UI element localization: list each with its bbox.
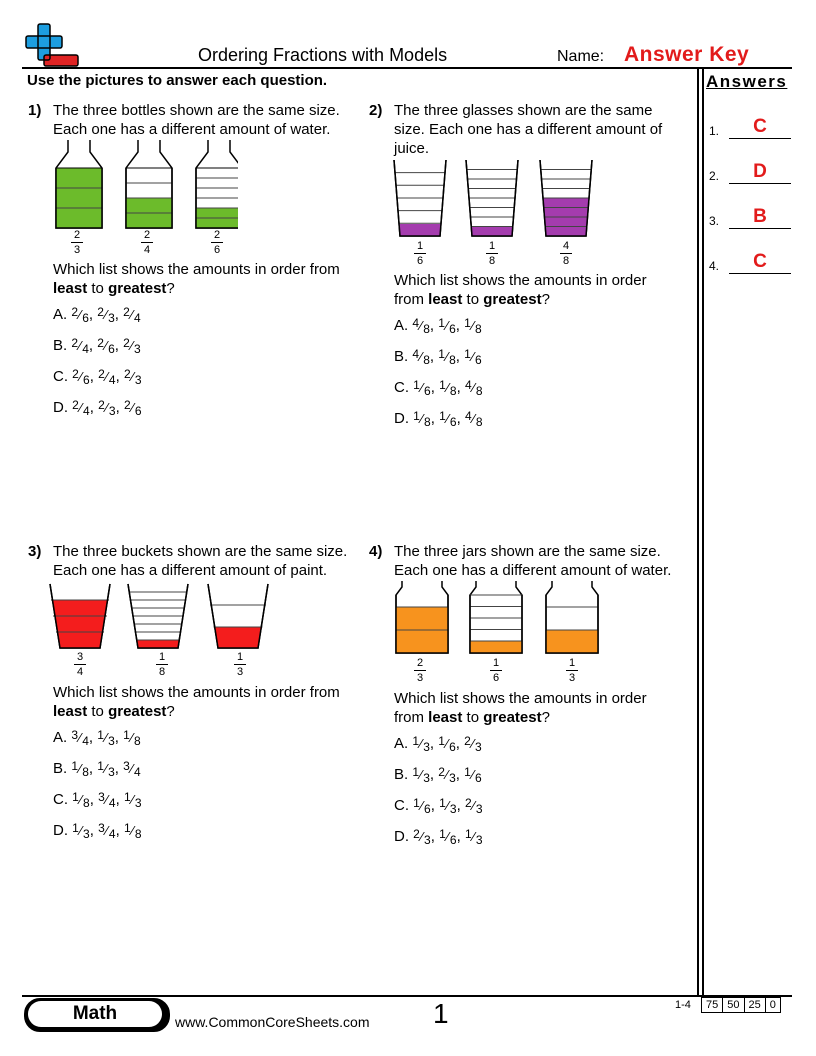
- option-numerator: 2: [123, 305, 130, 319]
- option-denominator: 8: [449, 384, 457, 398]
- option-letter: A.: [53, 729, 68, 746]
- option-denominator: 6: [134, 404, 142, 418]
- fraction-slash: ⁄: [420, 349, 423, 364]
- score-box: 75: [702, 998, 723, 1012]
- fraction-slash: ⁄: [104, 761, 108, 776]
- fraction-slash: ⁄: [130, 338, 133, 353]
- glass-models: [390, 160, 600, 240]
- option-numerator: 1: [464, 765, 471, 779]
- option-numerator: 3: [71, 728, 79, 742]
- question-number: 2): [369, 102, 383, 119]
- fraction-slash: ⁄: [420, 798, 424, 813]
- option-numerator: 2: [97, 336, 104, 350]
- answer-option: D. $^2⁄_3$, $^1⁄_6$, $^1⁄_3$: [394, 827, 483, 847]
- option-numerator: 1: [413, 409, 420, 423]
- option-numerator: 2: [97, 305, 104, 319]
- option-letter: C.: [394, 797, 409, 814]
- option-letter: A.: [394, 735, 409, 752]
- option-denominator: 6: [424, 802, 431, 816]
- score-boxes: [701, 997, 781, 1013]
- option-numerator: 1: [439, 409, 446, 423]
- question-text: The three buckets shown are the same size. Each one has a different amount of paint.: [53, 543, 348, 579]
- bottle-2-3: [56, 140, 102, 228]
- fraction-slash: ⁄: [472, 411, 475, 426]
- option-numerator: 1: [412, 734, 420, 748]
- option-numerator: 2: [123, 336, 130, 350]
- fraction-slash: ⁄: [445, 767, 449, 782]
- answer-number: 3.: [709, 214, 720, 228]
- fraction-slash: ⁄: [79, 792, 83, 807]
- option-denominator: 8: [475, 322, 482, 336]
- answer-option: B. $^4⁄_8$, $^1⁄_8$, $^1⁄_6$: [394, 347, 482, 367]
- option-denominator: 3: [449, 771, 456, 785]
- question-prompt: Which list shows the amounts in order from least to greatest?: [53, 261, 340, 297]
- page-number: 1: [433, 998, 449, 1029]
- fraction-slash: ⁄: [446, 411, 449, 426]
- option-numerator: 2: [72, 398, 79, 412]
- fraction-slash: ⁄: [130, 730, 133, 745]
- option-denominator: 8: [134, 827, 142, 841]
- score-box: 25: [745, 998, 766, 1012]
- option-letter: D.: [394, 410, 409, 427]
- name-label: Name:: [557, 48, 605, 65]
- site-url: www.CommonCoreSheets.com: [175, 1014, 370, 1030]
- option-numerator: 2: [413, 827, 420, 841]
- answer-number: 4.: [709, 259, 720, 273]
- fraction-label: $\frac{1}{8}$: [480, 241, 504, 267]
- fraction-label: $\frac{2}{4}$: [135, 230, 159, 256]
- question-prompt: Which list shows the amounts in order from least to greatest?: [394, 272, 647, 308]
- answer-option: C. $^2⁄_6$, $^2⁄_4$, $^2⁄_3$: [53, 367, 142, 387]
- option-denominator: 4: [83, 404, 90, 418]
- option-denominator: 8: [475, 384, 483, 398]
- option-denominator: 3: [449, 802, 457, 816]
- fraction-slash: ⁄: [79, 338, 82, 353]
- option-numerator: 1: [439, 378, 446, 392]
- option-letter: C.: [394, 379, 409, 396]
- option-letter: C.: [53, 791, 68, 808]
- option-numerator: 1: [123, 728, 130, 742]
- fraction-label: $\frac{1}{8}$: [150, 652, 174, 678]
- fraction-slash: ⁄: [105, 400, 108, 415]
- answer-option: A. $^4⁄_8$, $^1⁄_6$, $^1⁄_8$: [394, 316, 482, 336]
- fraction-slash: ⁄: [420, 829, 424, 844]
- option-numerator: 4: [412, 316, 420, 330]
- option-letter: D.: [53, 399, 68, 416]
- worksheet-title: Ordering Fractions with Models: [198, 45, 448, 65]
- subject-badge: Math: [28, 1001, 162, 1027]
- option-numerator: 2: [123, 367, 131, 381]
- fraction-slash: ⁄: [79, 307, 82, 322]
- option-numerator: 2: [438, 765, 445, 779]
- option-denominator: 4: [108, 827, 116, 841]
- fraction-slash: ⁄: [104, 730, 108, 745]
- option-denominator: 6: [82, 311, 89, 325]
- option-numerator: 1: [413, 378, 420, 392]
- bucket-1-8: [128, 584, 188, 648]
- option-denominator: 4: [108, 373, 116, 387]
- option-numerator: 1: [412, 765, 420, 779]
- option-numerator: 2: [71, 305, 79, 319]
- option-denominator: 4: [134, 311, 141, 325]
- fraction-label: $\frac{2}{6}$: [205, 230, 229, 256]
- option-denominator: 4: [108, 796, 116, 810]
- fraction-slash: ⁄: [79, 761, 82, 776]
- option-denominator: 8: [475, 415, 483, 429]
- fraction-label: $\frac{1}{6}$: [408, 241, 432, 267]
- fraction-slash: ⁄: [471, 349, 474, 364]
- header-divider: [22, 67, 792, 69]
- option-letter: B.: [394, 348, 409, 365]
- answer-option: A. $^1⁄_3$, $^1⁄_6$, $^2⁄_3$: [394, 734, 482, 754]
- answer-option: D. $^1⁄_8$, $^1⁄_6$, $^4⁄_8$: [394, 409, 483, 429]
- option-denominator: 3: [423, 740, 430, 754]
- option-numerator: 1: [97, 759, 104, 773]
- bucket-3-4: [50, 584, 110, 648]
- fraction-slash: ⁄: [79, 730, 82, 745]
- footer-divider: [22, 995, 792, 997]
- option-numerator: 1: [439, 827, 446, 841]
- option-denominator: 6: [83, 373, 90, 387]
- fraction-slash: ⁄: [445, 318, 449, 333]
- option-numerator: 1: [439, 796, 446, 810]
- fraction-slash: ⁄: [104, 338, 108, 353]
- option-denominator: 3: [108, 765, 115, 779]
- option-denominator: 6: [108, 342, 115, 356]
- question-number: 4): [369, 543, 383, 560]
- fraction-slash: ⁄: [131, 369, 134, 384]
- option-denominator: 6: [449, 415, 457, 429]
- fraction-slash: ⁄: [420, 318, 423, 333]
- answer-option: A. $^2⁄_6$, $^2⁄_3$, $^2⁄_4$: [53, 305, 141, 325]
- jar-2-3: [396, 581, 448, 653]
- question-prompt: Which list shows the amounts in order from least to greatest?: [53, 684, 340, 720]
- answer-column-border: [697, 67, 699, 997]
- option-denominator: 3: [134, 373, 142, 387]
- option-numerator: 3: [123, 759, 130, 773]
- answer-column-border-inner: [702, 67, 704, 997]
- fraction-slash: ⁄: [131, 400, 134, 415]
- answer-option: B. $^1⁄_3$, $^2⁄_3$, $^1⁄_6$: [394, 765, 482, 785]
- answer-option: C. $^1⁄_8$, $^3⁄_4$, $^1⁄_3$: [53, 790, 142, 810]
- answer-value: D: [729, 161, 791, 184]
- fraction-slash: ⁄: [79, 400, 83, 415]
- glass-1-8: [466, 160, 518, 236]
- option-denominator: 4: [82, 342, 89, 356]
- fraction-slash: ⁄: [105, 369, 108, 384]
- answer-value: C: [729, 116, 791, 139]
- option-numerator: 2: [71, 336, 79, 350]
- option-denominator: 6: [449, 833, 457, 847]
- answer-option: A. $^3⁄_4$, $^1⁄_3$, $^1⁄_8$: [53, 728, 141, 748]
- option-denominator: 8: [423, 322, 430, 336]
- option-letter: D.: [53, 822, 68, 839]
- option-numerator: 1: [464, 827, 472, 841]
- option-numerator: 2: [72, 367, 79, 381]
- answer-value: B: [729, 206, 791, 229]
- fraction-slash: ⁄: [472, 829, 475, 844]
- option-numerator: 4: [464, 378, 472, 392]
- jar-1-6: [470, 581, 522, 653]
- option-letter: A.: [53, 306, 68, 323]
- fraction-label: $\frac{1}{3}$: [228, 652, 252, 678]
- jar-1-3: [546, 581, 598, 653]
- option-numerator: 1: [123, 790, 131, 804]
- answer-option: B. $^2⁄_4$, $^2⁄_6$, $^2⁄_3$: [53, 336, 141, 356]
- question-prompt: Which list shows the amounts in order from least to greatest?: [394, 690, 647, 726]
- option-letter: B.: [53, 337, 68, 354]
- option-denominator: 3: [475, 833, 483, 847]
- option-denominator: 6: [449, 740, 456, 754]
- answer-option: D. $^1⁄_3$, $^3⁄_4$, $^1⁄_8$: [53, 821, 142, 841]
- option-letter: D.: [394, 828, 409, 845]
- option-denominator: 3: [83, 827, 90, 841]
- option-denominator: 6: [475, 771, 482, 785]
- option-denominator: 3: [108, 404, 116, 418]
- option-letter: B.: [53, 760, 68, 777]
- fraction-slash: ⁄: [105, 823, 108, 838]
- problem-range: 1-4: [675, 999, 691, 1011]
- fraction-slash: ⁄: [131, 823, 134, 838]
- score-box: 50: [723, 998, 744, 1012]
- option-denominator: 6: [424, 384, 431, 398]
- option-denominator: 3: [134, 342, 141, 356]
- option-denominator: 3: [475, 740, 482, 754]
- answer-option: D. $^2⁄_4$, $^2⁄_3$, $^2⁄_6$: [53, 398, 142, 418]
- fraction-slash: ⁄: [420, 380, 424, 395]
- bottle-models: [48, 140, 238, 232]
- option-numerator: 1: [438, 316, 445, 330]
- fraction-slash: ⁄: [471, 318, 474, 333]
- option-numerator: 1: [464, 316, 471, 330]
- fraction-slash: ⁄: [105, 792, 108, 807]
- option-denominator: 3: [134, 796, 142, 810]
- answer-value: C: [729, 251, 791, 274]
- question-text: The three jars shown are the same size. Each one has a different amount of water.: [394, 543, 672, 579]
- instruction-text: Use the pictures to answer each question.: [27, 72, 328, 89]
- option-numerator: 1: [72, 821, 79, 835]
- option-denominator: 8: [424, 415, 431, 429]
- glass-1-6: [394, 160, 446, 236]
- fraction-label: $\frac{4}{8}$: [554, 241, 578, 267]
- answer-number: 1.: [709, 124, 720, 138]
- answer-option: C. $^1⁄_6$, $^1⁄_3$, $^2⁄_3$: [394, 796, 483, 816]
- fraction-slash: ⁄: [79, 369, 83, 384]
- bucket-models: [48, 582, 273, 652]
- fraction-slash: ⁄: [130, 761, 133, 776]
- fraction-slash: ⁄: [446, 798, 449, 813]
- fraction-slash: ⁄: [446, 380, 449, 395]
- option-denominator: 8: [449, 353, 456, 367]
- question-text: The three bottles shown are the same size. Each one has a different amount of water.: [53, 102, 340, 138]
- fraction-label: $\frac{1}{6}$: [484, 658, 508, 684]
- option-numerator: 1: [123, 821, 131, 835]
- answer-key-label: Answer Key: [624, 43, 750, 66]
- option-numerator: 1: [413, 796, 420, 810]
- fraction-label: $\frac{1}{3}$: [560, 658, 584, 684]
- question-text: The three glasses shown are the same size. Each one has a different amount of juice.: [394, 102, 663, 157]
- answer-option: C. $^1⁄_6$, $^1⁄_8$, $^4⁄_8$: [394, 378, 483, 398]
- option-numerator: 1: [71, 759, 79, 773]
- option-numerator: 1: [97, 728, 104, 742]
- option-denominator: 8: [82, 765, 89, 779]
- option-numerator: 2: [464, 734, 471, 748]
- option-denominator: 8: [134, 734, 141, 748]
- fraction-slash: ⁄: [471, 767, 474, 782]
- option-numerator: 4: [464, 409, 472, 423]
- glass-4-8: [540, 160, 592, 236]
- option-denominator: 3: [423, 771, 430, 785]
- option-numerator: 2: [98, 367, 105, 381]
- fraction-slash: ⁄: [79, 823, 83, 838]
- fraction-label: $\frac{3}{4}$: [68, 652, 92, 678]
- question-number: 3): [28, 543, 42, 560]
- fraction-slash: ⁄: [131, 792, 134, 807]
- option-numerator: 1: [438, 734, 445, 748]
- option-numerator: 2: [123, 398, 131, 412]
- option-numerator: 4: [412, 347, 420, 361]
- fraction-slash: ⁄: [445, 736, 449, 751]
- score-box: 0: [769, 999, 776, 1011]
- option-numerator: 2: [98, 398, 105, 412]
- fraction-label: $\frac{2}{3}$: [65, 230, 89, 256]
- option-denominator: 8: [83, 796, 90, 810]
- fraction-slash: ⁄: [420, 767, 423, 782]
- option-numerator: 3: [98, 790, 105, 804]
- option-numerator: 2: [464, 796, 472, 810]
- fraction-slash: ⁄: [104, 307, 108, 322]
- fraction-label: $\frac{2}{3}$: [408, 658, 432, 684]
- jar-models: [392, 581, 607, 657]
- option-numerator: 1: [72, 790, 79, 804]
- fraction-slash: ⁄: [471, 736, 474, 751]
- bottle-2-6: [196, 140, 238, 228]
- option-denominator: 6: [475, 353, 482, 367]
- option-letter: B.: [394, 766, 409, 783]
- option-denominator: 4: [82, 734, 89, 748]
- option-denominator: 3: [108, 311, 115, 325]
- fraction-slash: ⁄: [130, 307, 133, 322]
- question-number: 1): [28, 102, 42, 119]
- option-letter: A.: [394, 317, 409, 334]
- fraction-slash: ⁄: [446, 829, 449, 844]
- answers-header: Answers: [706, 72, 788, 91]
- option-denominator: 8: [423, 353, 430, 367]
- option-denominator: 3: [424, 833, 431, 847]
- plus-minus-logo-icon: [22, 22, 80, 68]
- bottle-2-4: [126, 140, 172, 228]
- fraction-slash: ⁄: [445, 349, 449, 364]
- option-numerator: 3: [98, 821, 105, 835]
- fraction-slash: ⁄: [472, 798, 475, 813]
- fraction-slash: ⁄: [420, 736, 423, 751]
- answer-option: B. $^1⁄_8$, $^1⁄_3$, $^3⁄_4$: [53, 759, 141, 779]
- option-denominator: 4: [134, 765, 141, 779]
- fraction-slash: ⁄: [472, 380, 475, 395]
- option-denominator: 3: [475, 802, 483, 816]
- answer-number: 2.: [709, 169, 720, 183]
- bucket-1-3: [208, 584, 268, 648]
- option-letter: C.: [53, 368, 68, 385]
- option-denominator: 3: [108, 734, 115, 748]
- option-numerator: 1: [464, 347, 471, 361]
- fraction-slash: ⁄: [420, 411, 424, 426]
- option-denominator: 6: [449, 322, 456, 336]
- option-numerator: 1: [438, 347, 445, 361]
